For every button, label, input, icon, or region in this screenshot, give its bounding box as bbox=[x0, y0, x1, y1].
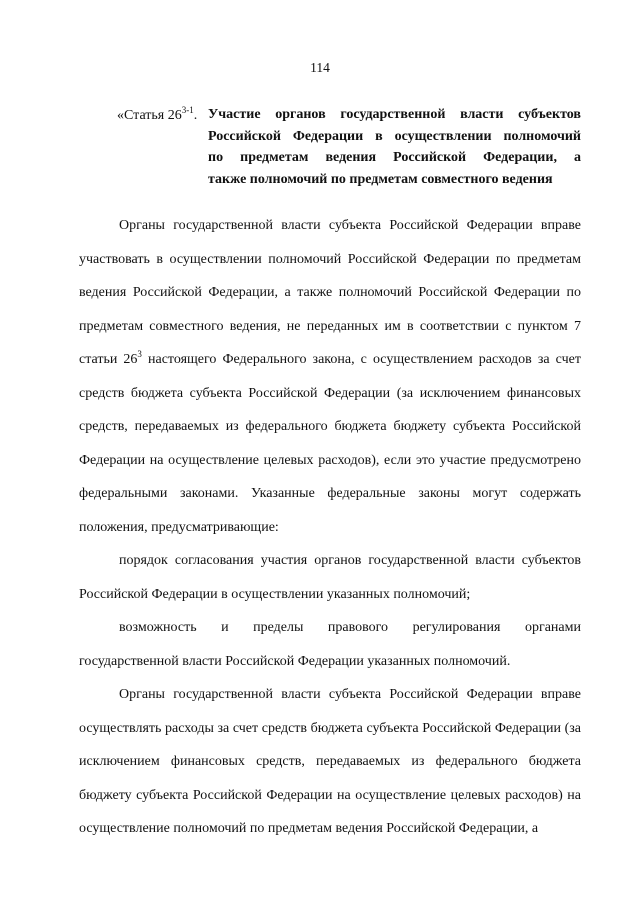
article-title bbox=[208, 104, 581, 190]
paragraph-3-rest: государственной власти Российской Федерации указанных полномочий. bbox=[79, 653, 511, 669]
article-superscript: 3-1 bbox=[181, 105, 194, 115]
word: пределы bbox=[253, 620, 304, 635]
superscript: 3 bbox=[137, 349, 142, 359]
article-title-line: по предметам ведения Российской Федерации, а bbox=[208, 150, 581, 166]
article-body bbox=[79, 209, 581, 846]
paragraph-4: Органы государственной власти субъекта Российской Федерации вправе осуществлять расходы за счет средств бюджета субъекта Российской Федерации (за исключением финансовых средств, передаваемых из федерального бюджета бюджету субъекта Российской Федерации на осуществление целевых расходов) на осуществление полномочий по предметам ведения Российской Федерации, а bbox=[79, 687, 581, 836]
paragraph-2: порядок согласования участия органов государственной власти субъектов Российской Федерации в осуществлении указанных полномочий; bbox=[79, 553, 581, 602]
article-suffix: . bbox=[193, 108, 198, 123]
article-title-line: Участие органов государственной власти субъектов bbox=[208, 107, 581, 122]
paragraph-1 bbox=[79, 209, 581, 544]
word: и bbox=[221, 620, 229, 635]
article-title-line: также полномочий по предметам совместного ведения bbox=[208, 171, 553, 187]
word: органами bbox=[524, 620, 581, 635]
article-title-line: Российской Федерации в осуществлении полномочий bbox=[208, 128, 581, 144]
word: возможность bbox=[119, 620, 197, 635]
word: регулирования bbox=[412, 620, 501, 635]
word: правового bbox=[327, 620, 389, 635]
paragraph-3-first-line bbox=[79, 611, 581, 645]
article-number bbox=[117, 104, 197, 127]
paragraph-text: настоящего Федерального закона, с осуществлением расходов за счет средств бюджета субъекта Российской Федерации (за исключением финансовых средств, передаваемых из федерального бюджета бюджету субъекта Российской Федерации на осуществление целевых расходов), если это участие предусмотрено федеральными законами. Указанные федеральные законы могут содержать положения, предусматривающие: bbox=[79, 352, 581, 535]
page-number: 114 bbox=[310, 60, 330, 75]
paragraph-text: Органы государственной власти субъекта Российской Федерации вправе участвовать в осуществлении полномочий Российской Федерации по предметам ведения Российской Федерации, а также полномочий Российской Федерации по предметам совместного ведения, не переданных им в соответствии с пунктом 7 статьи 26 bbox=[79, 218, 581, 367]
article-prefix: «Статья 26 bbox=[117, 108, 182, 123]
